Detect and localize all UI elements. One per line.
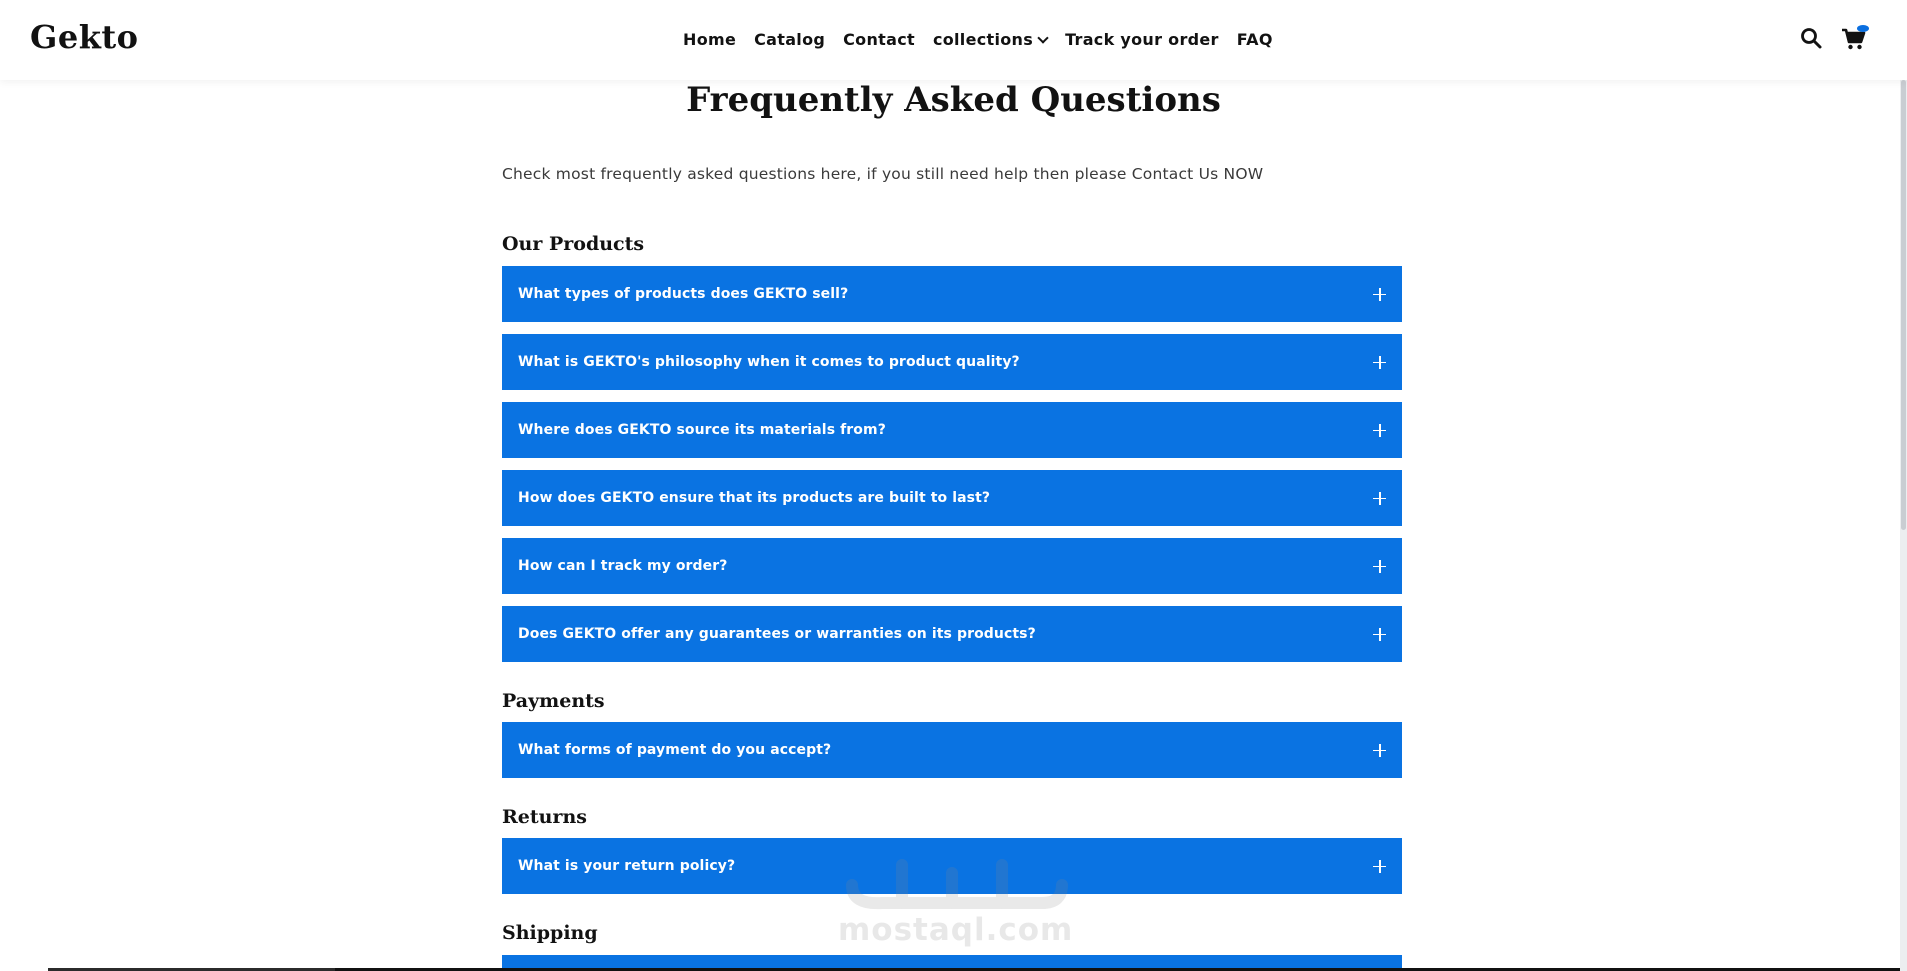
nav-home[interactable]: Home — [683, 30, 737, 49]
faq-question: What forms of payment do you accept? — [518, 742, 832, 758]
intro-text: Check most frequently asked questions here, if you still need help then please Contact Us NOW — [502, 165, 1264, 183]
faq-item[interactable] — [502, 266, 1402, 322]
plus-icon — [1373, 492, 1386, 505]
nav-track-order[interactable]: Track your order — [1065, 30, 1219, 49]
chevron-down-icon — [1037, 32, 1048, 43]
faq-item[interactable] — [502, 722, 1402, 778]
nav-catalog[interactable]: Catalog — [754, 30, 826, 49]
nav-contact[interactable]: Contact — [843, 30, 915, 49]
watermark-text: mostaql.com — [838, 912, 1074, 948]
faq-question: How can I track my order? — [518, 558, 728, 574]
site-logo[interactable]: Gekto — [30, 18, 139, 56]
faq-item[interactable] — [502, 334, 1402, 390]
search-icon[interactable] — [1799, 26, 1825, 52]
plus-icon — [1373, 744, 1386, 757]
faq-item[interactable] — [502, 606, 1402, 662]
faq-question: What is your return policy? — [518, 858, 736, 874]
nav-collections-label: collections — [932, 30, 1034, 49]
cart-count-badge — [1857, 25, 1869, 32]
scrollbar-thumb[interactable] — [1901, 80, 1906, 530]
faq-question: How does GEKTO ensure that its products are built to last? — [518, 490, 991, 506]
faq-question: Does GEKTO offer any guarantees or warranties on its products? — [518, 626, 1036, 642]
faq-item[interactable] — [502, 470, 1402, 526]
nav-faq[interactable]: FAQ — [1236, 30, 1273, 49]
plus-icon — [1373, 560, 1386, 573]
watermark-logo — [842, 845, 1072, 915]
section-heading-returns: Returns — [502, 806, 587, 828]
plus-icon — [1373, 356, 1386, 369]
plus-icon — [1373, 860, 1386, 873]
section-heading-products: Our Products — [502, 233, 645, 255]
page-title: Frequently Asked Questions — [686, 80, 1221, 120]
faq-question: Where does GEKTO source its materials from? — [518, 422, 886, 438]
section-heading-payments: Payments — [502, 690, 605, 712]
plus-icon — [1373, 628, 1386, 641]
faq-item[interactable] — [502, 538, 1402, 594]
site-header — [0, 0, 1907, 80]
nav-collections[interactable] — [933, 30, 1047, 49]
plus-icon — [1373, 424, 1386, 437]
faq-question: What types of products does GEKTO sell? — [518, 286, 849, 302]
faq-question: What is GEKTO's philosophy when it comes to product quality? — [518, 354, 1020, 370]
faq-item[interactable] — [502, 402, 1402, 458]
section-heading-shipping: Shipping — [502, 922, 598, 944]
plus-icon — [1373, 288, 1386, 301]
main-nav — [683, 30, 1273, 49]
